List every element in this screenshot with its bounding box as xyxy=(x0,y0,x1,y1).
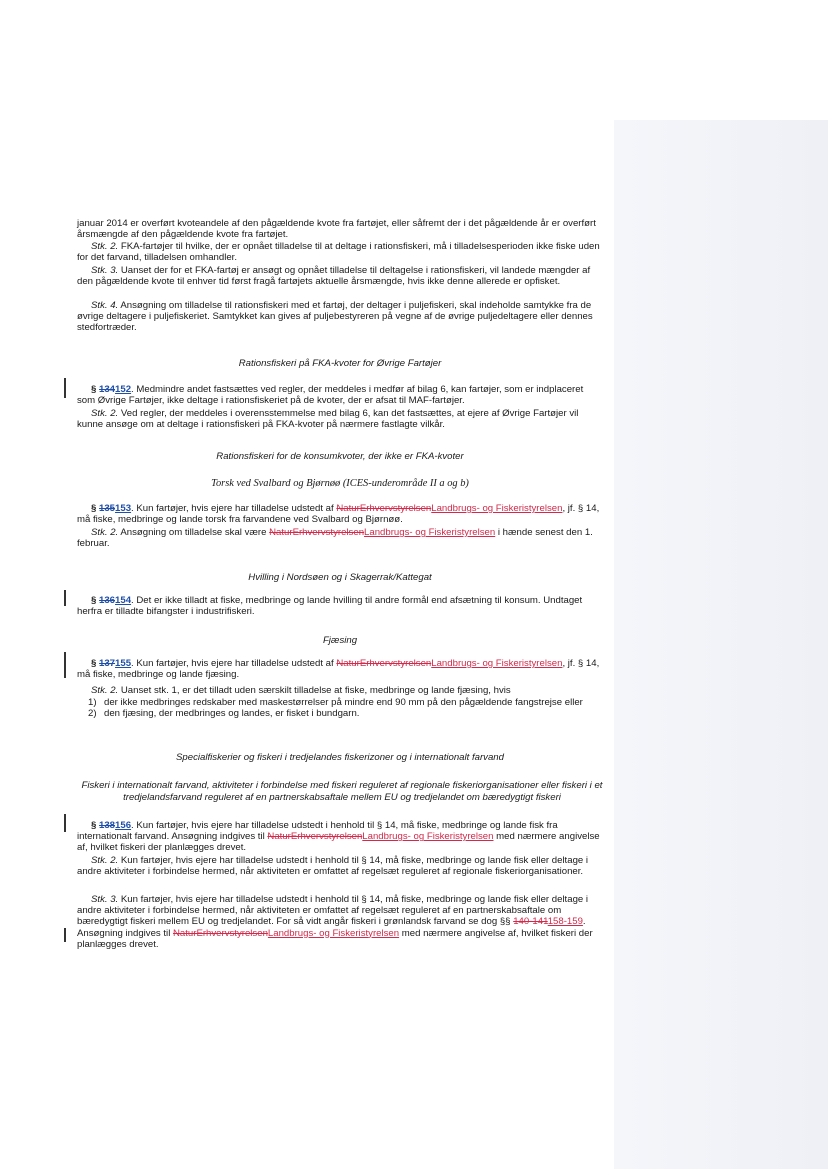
intro-line-1: januar 2014 er overført kvoteandele af den pågældende kvote fra fartøjet, eller såfremt der i det pågældende år xyxy=(77,218,549,229)
change-bar xyxy=(64,928,66,942)
change-bar xyxy=(64,378,66,398)
section-156: § 138156. Kun fartøjer, hvis ejere har tilladelse udstedt i henhold til § 14, må fiske, medbringe og lande fisk fra internationalt farvand. Ansøgning indgives til NaturErhvervstyrelsenLandbrugs- og Fiskeristyrelsen med nærmere angivelse af, hvilket fiskeri der planlægges drevet. xyxy=(77,820,600,854)
intro-line-2: er overført årsmængde af den pågældende kvote fra fartøjet. xyxy=(77,218,596,241)
heading-rationsfiskeri-fka: Rationsfiskeri på FKA-kvoter for Øvrige Fartøjer xyxy=(238,358,442,369)
section-153-stk-2: Stk. 2. Ansøgning om tilladelse skal være NaturErhvervstyrelsenLandbrugs- og Fiskeristyrelsen i hænde senest den 1. februar. xyxy=(77,527,593,550)
heading-specialfiskerier: Specialfiskerier og fiskeri i tredjelandes fiskerizoner og i internationalt farvand xyxy=(176,752,504,763)
change-bar xyxy=(64,814,66,832)
section-152: § 134152. Medmindre andet fastsættes ved regler, der meddeles i medfør af bilag 6, kan fartøjer, som er indplaceret som Øvrige Fartøjer, ikke deltage i rationsfiskeriet på de kvoter, der er afsat til MAF-fartøjer. xyxy=(77,384,584,407)
intro-stk-2: Stk. 2. FKA-fartøjer til hvilke, der er opnået tilladelse til at deltage i rationsfiskeri, må i tilladelsesperioden ikke fiske uden for det farvand, tilladelsen omhandler. xyxy=(77,241,600,264)
section-154: § 136154. Det er ikke tilladt at fiske, medbringe og lande hvilling til andre formål end afsætning til konsum. Undtaget herfra er tilladte bifangster i industrifiskeri. xyxy=(77,595,583,618)
change-bar xyxy=(64,652,66,678)
list-item: 1) der ikke medbringes redskaber med maskestørrelser på mindre end 90 mm på den pågældende fangstrejse eller xyxy=(88,697,583,708)
change-bar xyxy=(64,590,66,606)
heading-fjaesing: Fjæsing xyxy=(322,635,358,646)
heading-internationalt-farvand: Fiskeri i internationalt farvand, aktiviteter i forbindelse med fiskeri reguleret af regionale fiskeriorganisationer eller fiskeri i et tredjelandsfarvand reguleret af en partnerskabsaftale mellem EU og tredjelandet om bæredygtigt fiskeri xyxy=(81,780,603,803)
section-152-stk-2: Stk. 2. Ved regler, der meddeles i overensstemmelse med bilag 6, kan det fastsættes, at ejere af Øvrige Fartøjer vil kunne ansøge om at deltage i rationsfiskeri på FKA-kvoter på nærmere fastlagte vilkår. xyxy=(77,408,579,431)
list-item: 2) den fjæsing, der medbringes og landes, er fisket i bundgarn. xyxy=(88,708,360,720)
intro-stk-4: Stk. 4. Ansøgning om tilladelse til rationsfiskeri med et fartøj, der deltager i puljefiskeri, skal indeholde samtykke fra de øvrige deltagere i puljefiskeriet. Samtykket kan gives af puljebestyreren på vegne af de øvrige puljedeltagere eller dennes stedfortræder. xyxy=(77,300,593,334)
section-153: § 135153. Kun fartøjer, hvis ejere har tilladelse udstedt af NaturErhvervstyrelsenLandbrugs- og Fiskeristyrelsen, jf. § 14, må fiske, medbringe og lande torsk fra farvandene ved Svalbard og Bjørnøø. xyxy=(77,503,600,526)
section-156-stk-2: Stk. 2. Kun fartøjer, hvis ejere har tilladelse udstedt i henhold til § 14, må fiske, medbringe og lande fisk eller deltage i andre aktiviteter i forbindelse hermed, når aktiviteten er omfattet af regelsæt reguleret af regionale fiskeriorganisationer. xyxy=(77,855,589,878)
section-156-stk-3: Stk. 3. Kun fartøjer, hvis ejere har tilladelse udstedt i henhold til § 14, må fiske, medbringe og lande fisk eller deltage i andre aktiviteter i forbindelse hermed, når aktiviteten er omfattet af regelsæt reguleret af en partnerskabsaftale om bæredygtigt fiskeri mellem EU og tredjelandet. For så vidt angår fiskeri i grønlandsk farvand se dog §§ 140-141158-159. Ansøgning indgives til NaturErhvervstyrelsenLandbrugs- og Fiskeristyrelsen med nærmere angivelse af, hvilket fiskeri der planlægges drevet. xyxy=(77,894,593,950)
intro-stk-3: Stk. 3. Uanset der for et FKA-fartøj er ansøgt og opnået tilladelse til deltagelse i rationsfiskeri, vil landede mængder af den pågældende kvote til enhver tid først fragå fartøjets aktuelle årsmængde, hvis ikke denne allerede er opfisket. xyxy=(77,265,591,288)
section-155: § 137155. Kun fartøjer, hvis ejere har tilladelse udstedt af NaturErhvervstyrelsenLandbrugs- og Fiskeristyrelsen, jf. § 14, må fiske, medbringe og lande fjæsing. xyxy=(77,658,600,681)
section-155-list xyxy=(88,697,603,719)
heading-hvilling: Hvilling i Nordsøen og i Skagerrak/Kattegat xyxy=(248,572,432,583)
intro-paragraph xyxy=(77,218,602,240)
heading-konsumkvoter: Rationsfiskeri for de konsumkvoter, der ikke er FKA-kvoter xyxy=(216,451,464,462)
section-155-stk-2: Stk. 2. Uanset stk. 1, er det tilladt uden særskilt tilladelse at fiske, medbringe og lande fjæsing, hvis xyxy=(91,685,511,696)
heading-torsk-svalbard: Torsk ved Svalbard og Bjørnøø (ICES-underområde II a og b) xyxy=(211,478,469,489)
